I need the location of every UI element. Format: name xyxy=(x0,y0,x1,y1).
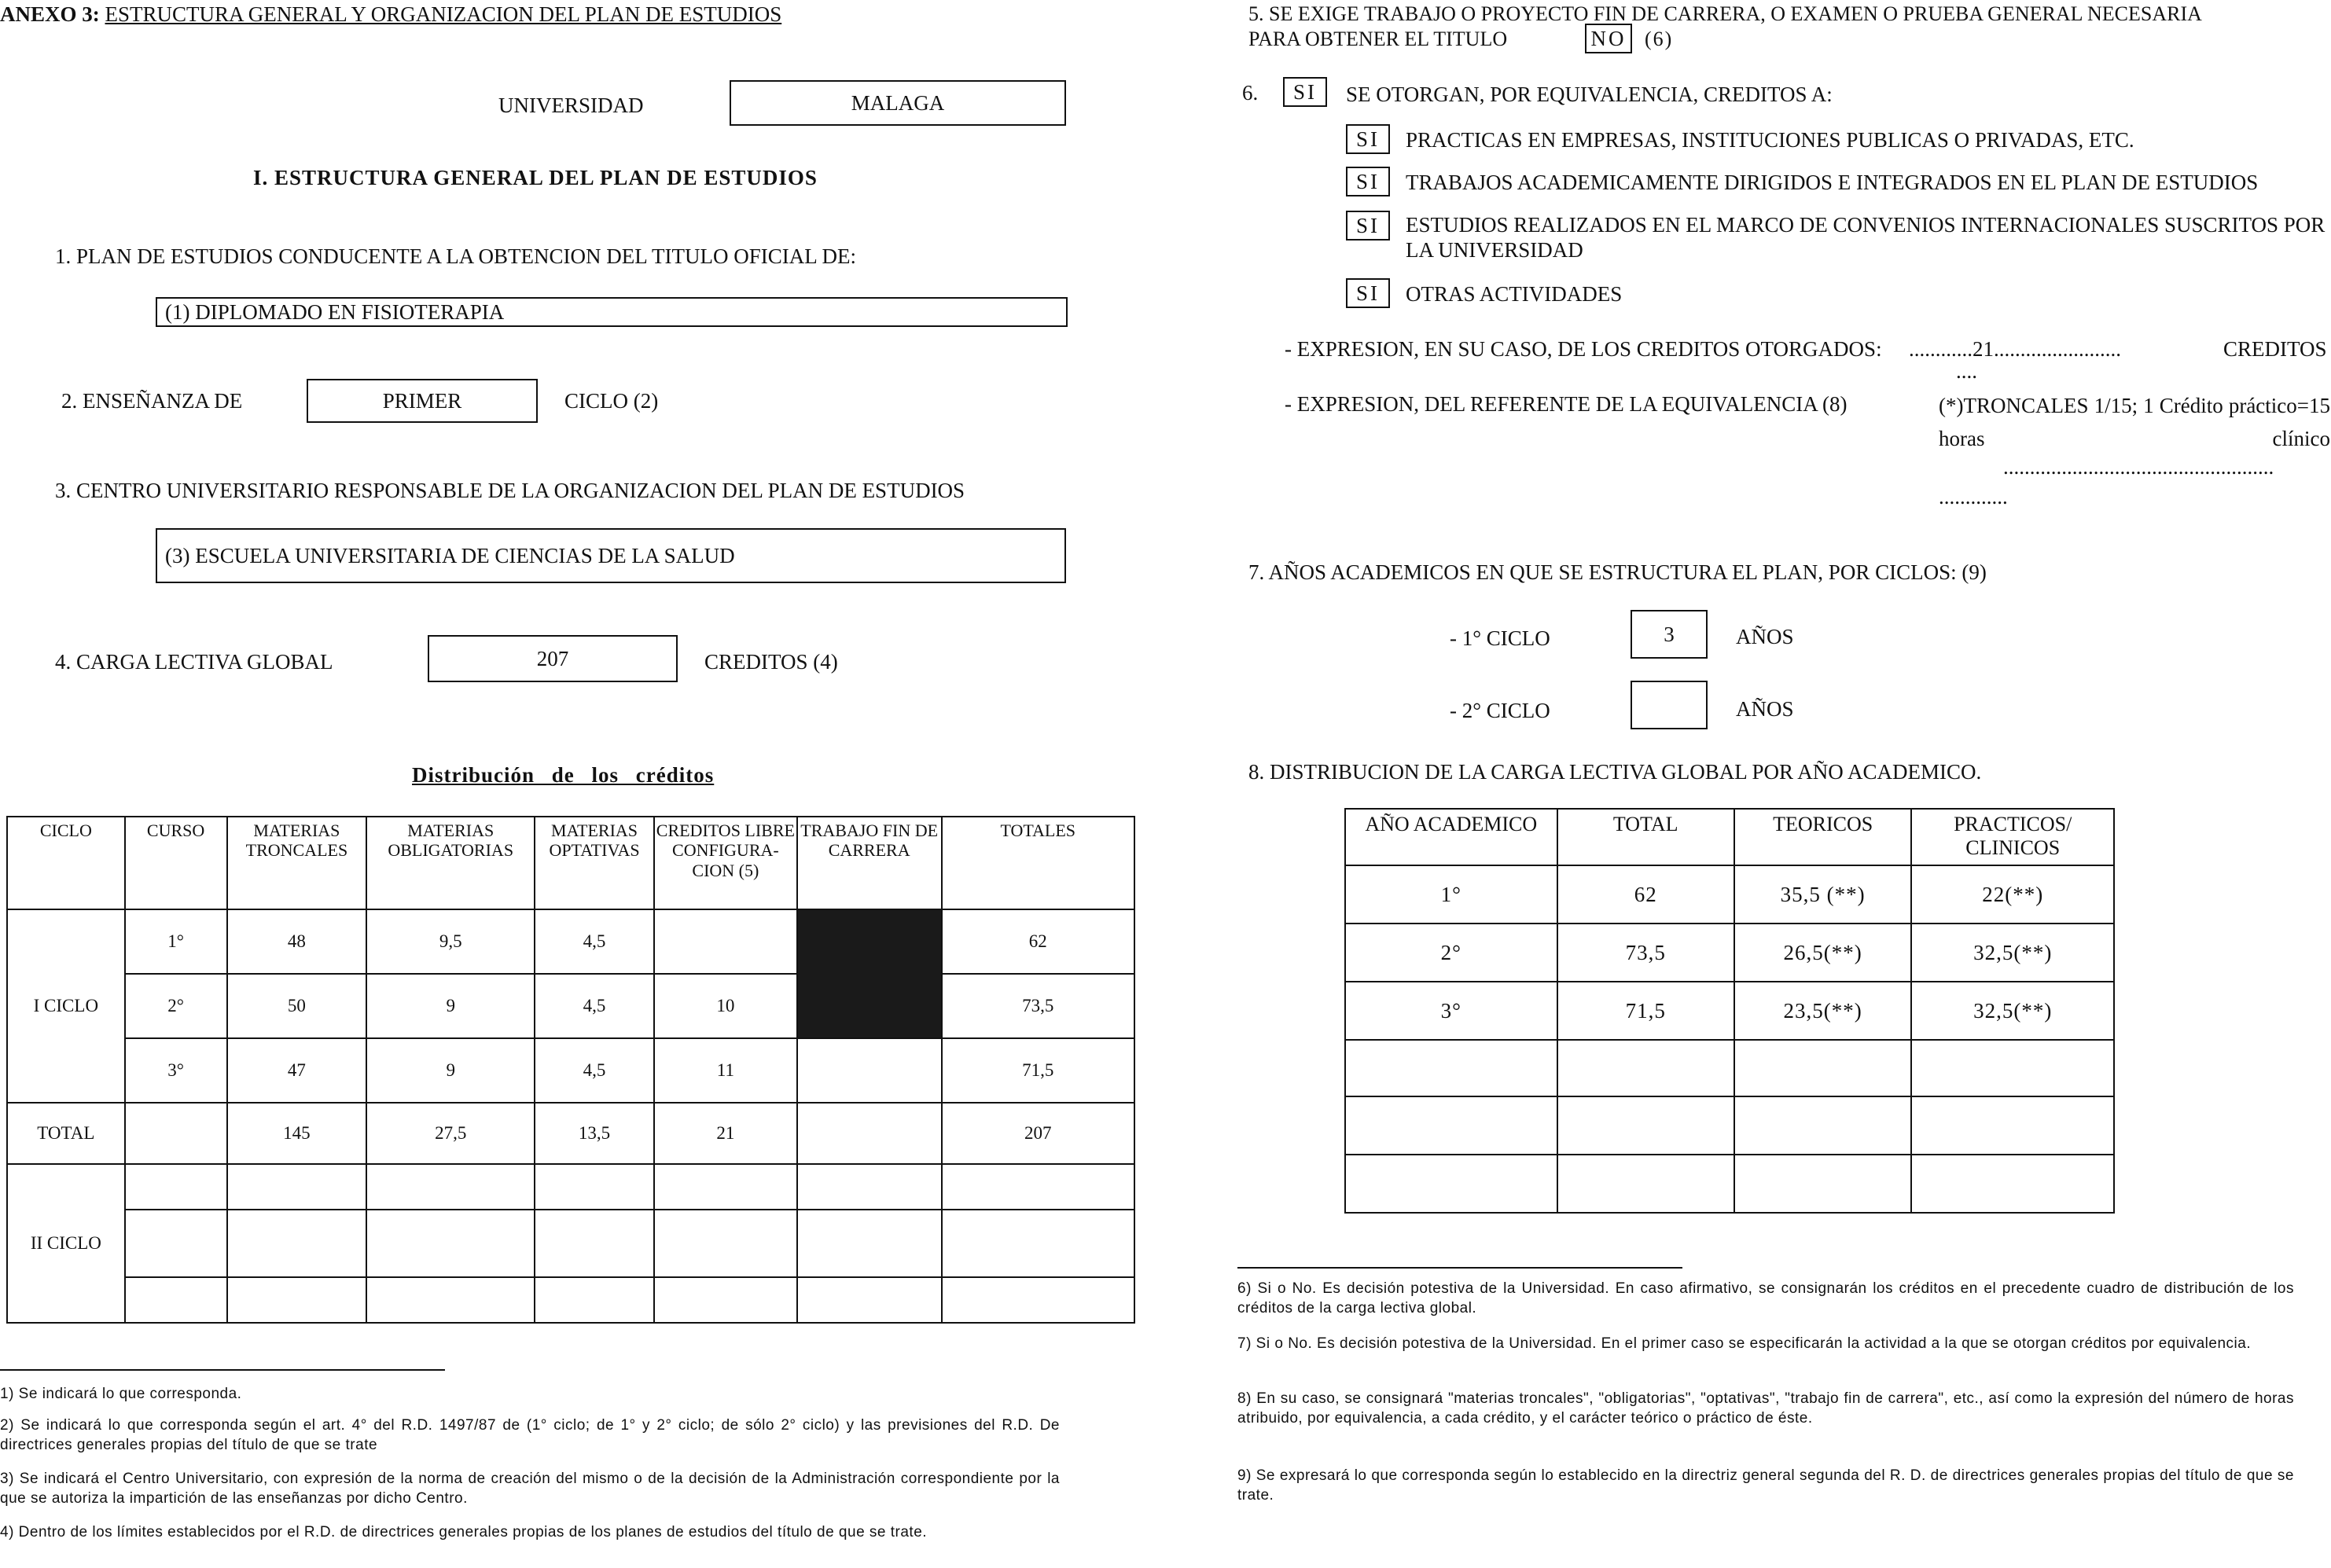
cell-trabajo-fin xyxy=(797,1103,942,1164)
cell-teoricos: 35,5 (**) xyxy=(1734,865,1912,924)
header-trabajo-fin: TRABAJO FIN DE CARRERA xyxy=(797,817,942,909)
ciclo1-label: I CICLO xyxy=(7,909,125,1103)
total-obligatorias: 27,5 xyxy=(366,1103,535,1164)
item5-line2: PARA OBTENER EL TITULO xyxy=(1248,28,1508,50)
cell-curso xyxy=(125,1103,227,1164)
header-year: AÑO ACADEMICO xyxy=(1345,809,1557,865)
option2-answer-box xyxy=(1346,167,1390,196)
cell-libre: 11 xyxy=(654,1038,797,1103)
expr1-value: ............21........................ xyxy=(1909,337,2121,361)
option1-label: PRACTICAS EN EMPRESAS, INSTITUCIONES PUBLICAS O PRIVADAS, ETC. xyxy=(1406,128,2134,152)
cell-obligatorias: 9 xyxy=(366,1038,535,1103)
item2-label: 2. ENSEÑANZA DE xyxy=(61,389,243,413)
cell-year: 2° xyxy=(1345,924,1557,982)
option4-answer: SI xyxy=(1355,281,1380,305)
item6-label: SE OTORGAN, POR EQUIVALENCIA, CREDITOS A: xyxy=(1346,83,1833,106)
option3-answer: SI xyxy=(1355,213,1380,237)
item2-suffix: CICLO (2) xyxy=(564,389,659,413)
table-total-row xyxy=(7,1103,1134,1164)
expr2-value: (*)TRONCALES 1/15; 1 Crédito práctico=15 horas clínico xyxy=(1939,394,2330,450)
degree-title-field xyxy=(156,297,1068,327)
footnote-9: 9) Se expresará lo que corresponda según lo establecido en la directriz general segunda del R. D. de directrices generales propias del título de que se trate. xyxy=(1237,1467,2294,1504)
center-field xyxy=(156,528,1066,583)
header-totales: TOTALES xyxy=(942,817,1135,909)
university-field xyxy=(730,80,1066,126)
ciclo2-years-label: - 2° CICLO xyxy=(1450,699,1550,722)
header-ciclo: CICLO xyxy=(7,817,125,909)
ciclo1-years-unit: AÑOS xyxy=(1736,625,1794,648)
header-troncales: MATERIAS TRONCALES xyxy=(227,817,367,909)
table-row xyxy=(1345,1155,2114,1213)
cell-libre xyxy=(654,909,797,974)
item7-label: 7. AÑOS ACADEMICOS EN QUE SE ESTRUCTURA EL PLAN, POR CICLOS: (9) xyxy=(1248,560,1987,584)
cell-optativas: 4,5 xyxy=(535,909,654,974)
item1-label: 1. PLAN DE ESTUDIOS CONDUCENTE A LA OBTENCION DEL TITULO OFICIAL DE: xyxy=(55,244,856,268)
cell-troncales: 48 xyxy=(227,909,367,974)
expr1-unit: CREDITOS xyxy=(2223,337,2327,361)
option1-answer: SI xyxy=(1355,127,1380,151)
cell-practicos: 32,5(**) xyxy=(1911,924,2114,982)
cycle-value: PRIMER xyxy=(382,388,462,413)
item5-answer-box xyxy=(1585,24,1632,53)
option4-answer-box xyxy=(1346,278,1390,308)
item4-suffix: CREDITOS (4) xyxy=(704,650,838,674)
item4-label: 4. CARGA LECTIVA GLOBAL xyxy=(55,650,333,674)
annex-heading xyxy=(0,2,781,27)
cell-year: 3° xyxy=(1345,982,1557,1040)
cell-curso: 3° xyxy=(125,1038,227,1103)
expr2-dots2: ............. xyxy=(1939,485,2008,509)
table-row xyxy=(7,1277,1134,1323)
item3-label: 3. CENTRO UNIVERSITARIO RESPONSABLE DE LA ORGANIZACION DEL PLAN DE ESTUDIOS xyxy=(55,479,965,502)
cell-year: 1° xyxy=(1345,865,1557,924)
table-row xyxy=(1345,924,2114,982)
footnote-rule-right xyxy=(1237,1267,1682,1269)
ciclo1-years-label: - 1° CICLO xyxy=(1450,626,1550,650)
cycle-field xyxy=(307,379,538,423)
ciclo2-years-unit: AÑOS xyxy=(1736,697,1794,721)
cell-teoricos: 26,5(**) xyxy=(1734,924,1912,982)
header-total: TOTAL xyxy=(1557,809,1734,865)
section-title: I. ESTRUCTURA GENERAL DEL PLAN DE ESTUDIOS xyxy=(253,166,818,189)
university-label: UNIVERSIDAD xyxy=(498,94,644,117)
footnote-8: 8) En su caso, se consignará "materias troncales", "obligatorias", "optativas", "trabajo fin de carrera", etc., así como la expresión del número de horas atribuido, por equivalencia, a cada crédito, y el carácter teórico o práctico de éste. xyxy=(1237,1390,2294,1427)
credits-distribution-table xyxy=(6,816,1135,1324)
header-teoricos: TEORICOS xyxy=(1734,809,1912,865)
item5-answer: NO xyxy=(1590,26,1627,50)
option3-answer-box xyxy=(1346,211,1390,241)
option2-label: TRABAJOS ACADEMICAMENTE DIRIGIDOS E INTEGRADOS EN EL PLAN DE ESTUDIOS xyxy=(1406,171,2259,194)
cell-libre: 10 xyxy=(654,974,797,1038)
table-row xyxy=(7,1038,1134,1103)
table-header-row xyxy=(7,817,1134,909)
option3-label: ESTUDIOS REALIZADOS EN EL MARCO DE CONVENIOS INTERNACIONALES SUSCRITOS POR LA UNIVERSIDAD xyxy=(1406,213,2325,263)
distribution-title: Distribución de los créditos xyxy=(412,763,715,787)
cell-troncales: 47 xyxy=(227,1038,367,1103)
table-row xyxy=(7,1210,1134,1277)
cell-curso: 2° xyxy=(125,974,227,1038)
header-libre: CREDITOS LIBRE CONFIGURA-CION (5) xyxy=(654,817,797,909)
global-load-field xyxy=(428,635,678,682)
total-totales: 207 xyxy=(942,1103,1135,1164)
item5-note: (6) xyxy=(1645,28,1674,50)
cell-optativas: 4,5 xyxy=(535,974,654,1038)
cell-curso: 1° xyxy=(125,909,227,974)
shaded-cell xyxy=(797,909,942,1038)
cell-obligatorias: 9 xyxy=(366,974,535,1038)
academic-year-table xyxy=(1344,808,2115,1214)
expr1-dots: .... xyxy=(1956,359,1977,383)
center-value: (3) ESCUELA UNIVERSITARIA DE CIENCIAS DE LA SALUD xyxy=(165,543,735,567)
cell-optativas: 4,5 xyxy=(535,1038,654,1103)
annex-title: ESTRUCTURA GENERAL Y ORGANIZACION DEL PLAN DE ESTUDIOS xyxy=(105,2,782,26)
total-optativas: 13,5 xyxy=(535,1103,654,1164)
footnote-7: 7) Si o No. Es decisión potestiva de la Universidad. En el primer caso se especificarán la actividad a la que se otorgan créditos por equivalencia. xyxy=(1237,1335,2252,1352)
footnote-1: 1) Se indicará lo que corresponda. xyxy=(0,1386,242,1402)
item6-answer-box xyxy=(1283,77,1327,107)
cell-obligatorias: 9,5 xyxy=(366,909,535,974)
ciclo1-years-value: 3 xyxy=(1664,622,1675,646)
cell-total: 62 xyxy=(1557,865,1734,924)
item6-answer: SI xyxy=(1292,79,1317,104)
footnote-rule-left xyxy=(0,1369,445,1371)
cell-troncales: 50 xyxy=(227,974,367,1038)
university-value: MALAGA xyxy=(851,90,945,115)
cell-totales: 62 xyxy=(942,909,1135,974)
cell-total: 71,5 xyxy=(1557,982,1734,1040)
footnote-2: 2) Se indicará lo que corresponda según el art. 4° del R.D. 1497/87 de (1° ciclo; de 1° y 2° ciclo; de sólo 2° ciclo) y las previsiones del R.D. De directrices generales propias del título de que se trate xyxy=(0,1417,1060,1453)
table-row xyxy=(1345,982,2114,1040)
total-libre: 21 xyxy=(654,1103,797,1164)
annex-label: ANEXO 3: xyxy=(0,2,100,26)
option2-answer: SI xyxy=(1355,169,1380,193)
footnote-6: 6) Si o No. Es decisión potestiva de la Universidad. En caso afirmativo, se consignarán los créditos en el precedente cuadro de distribución de los créditos de la carga lectiva global. xyxy=(1237,1280,2294,1316)
item5-line1: 5. SE EXIGE TRABAJO O PROYECTO FIN DE CARRERA, O EXAMEN O PRUEBA GENERAL NECESARIA xyxy=(1248,2,2202,25)
cell-teoricos: 23,5(**) xyxy=(1734,982,1912,1040)
ciclo2-years-field xyxy=(1631,681,1708,729)
table-row xyxy=(1345,1096,2114,1155)
table-row xyxy=(1345,865,2114,924)
cell-practicos: 22(**) xyxy=(1911,865,2114,924)
ciclo1-years-field xyxy=(1631,610,1708,659)
item6-number: 6. xyxy=(1242,81,1259,105)
expr1-label: - EXPRESION, EN SU CASO, DE LOS CREDITOS OTORGADOS: xyxy=(1285,337,1882,361)
table-row xyxy=(7,909,1134,974)
cell-total: 73,5 xyxy=(1557,924,1734,982)
option1-answer-box xyxy=(1346,124,1390,154)
footnote-3: 3) Se indicará el Centro Universitario, con expresión de la norma de creación del mismo o de la decisión de la Administración correspondiente por la que se autoriza la impartición de las enseñanzas por dicho Centro. xyxy=(0,1471,1060,1507)
table-row xyxy=(1345,1040,2114,1096)
expr2-dots1: ................................................... xyxy=(2003,455,2274,479)
cell-totales: 73,5 xyxy=(942,974,1135,1038)
cell-totales: 71,5 xyxy=(942,1038,1135,1103)
cell-trabajo-fin xyxy=(797,1038,942,1103)
global-load-value: 207 xyxy=(536,646,569,670)
header-curso: CURSO xyxy=(125,817,227,909)
total-troncales: 145 xyxy=(227,1103,367,1164)
degree-title-value: (1) DIPLOMADO EN FISIOTERAPIA xyxy=(165,299,505,324)
total-label: TOTAL xyxy=(7,1103,125,1164)
table-row xyxy=(7,1164,1134,1210)
item8-label: 8. DISTRIBUCION DE LA CARGA LECTIVA GLOBAL POR AÑO ACADEMICO. xyxy=(1248,760,1982,784)
footnote-4: 4) Dentro de los límites establecidos por el R.D. de directrices generales propias de los planes de estudios del título de que se trate. xyxy=(0,1524,928,1540)
table-header-row xyxy=(1345,809,2114,865)
option4-label: OTRAS ACTIVIDADES xyxy=(1406,282,1623,306)
expr2-label: - EXPRESION, DEL REFERENTE DE LA EQUIVALENCIA (8) xyxy=(1285,392,1848,416)
header-practicos: PRACTICOS/ CLINICOS xyxy=(1911,809,2114,865)
cell-practicos: 32,5(**) xyxy=(1911,982,2114,1040)
ciclo2-label: II CICLO xyxy=(7,1164,125,1323)
table-row xyxy=(7,974,1134,1038)
header-optativas: MATERIAS OPTATIVAS xyxy=(535,817,654,909)
header-obligatorias: MATERIAS OBLIGATORIAS xyxy=(366,817,535,909)
